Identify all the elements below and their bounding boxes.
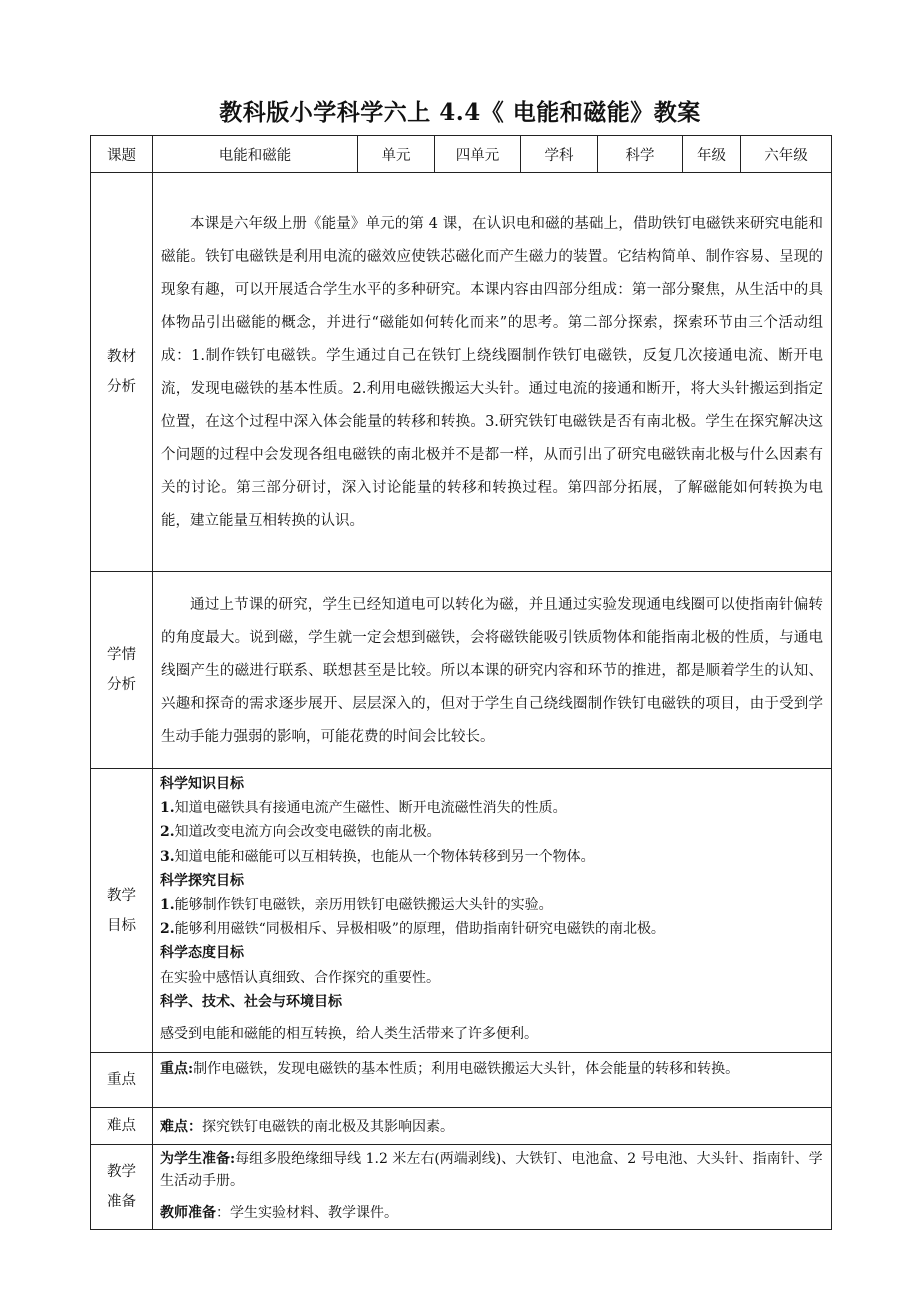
inquiry-goals-heading: 科学探究目标 (160, 872, 244, 889)
sts-goals-heading: 科学、技术、社会与环境目标 (160, 993, 342, 1010)
goal-item: 1.能够制作铁钉电磁铁，亲历用铁钉电磁铁搬运大头针的实验。 (160, 897, 553, 914)
grade-value: 六年级 (741, 136, 832, 173)
key-point-text: 制作电磁铁，发现电磁铁的基本性质；利用电磁铁搬运大头针，体会能量的转移和转换。 (193, 1061, 740, 1078)
header-row (91, 136, 832, 173)
goal-item: 2.知道改变电流方向会改变电磁铁的南北极。 (160, 824, 441, 841)
key-point-label: 重点 (91, 1053, 153, 1108)
student-analysis-row (91, 572, 832, 769)
attitude-goals-heading: 科学态度目标 (160, 945, 244, 962)
unit-label: 单元 (358, 136, 435, 173)
student-preparation: 为学生准备:每组多股绝缘细导线 1.2 米左右(两端剥线)、大铁钉、电池盒、2 号电池、大头针、指南针、学生活动手册。 (160, 1151, 823, 1190)
goal-item: 3.知道电能和磁能可以互相转换，也能从一个物体转移到另一个物体。 (160, 848, 595, 865)
lesson-plan-table (90, 135, 832, 1230)
teaching-goals-row (91, 769, 832, 1053)
material-analysis-row (91, 173, 832, 572)
student-analysis-label: 学情 分析 (91, 572, 153, 769)
sts-goal-text: 感受到电能和磁能的相互转换，给人类生活带来了许多便利。 (160, 1026, 538, 1043)
student-analysis-text: 通过上节课的研究，学生已经知道电可以转化为磁，并且通过实验发现通电线圈可以使指南针偏转的角度最大。说到磁，学生就一定会想到磁铁，会将磁铁能吸引铁质物体和能指南北极的性质，与通电线圈产生的磁进行联系、联想甚至是比较。所以本课的研究内容和环节的推进，都是顺着学生的认知、兴趣和探奇的需求逐步展开、层层深入的，但对于学生自己绕线圈制作铁钉电磁铁的项目，由于受到学生动手能力强弱的影响，可能花费的时间会比较长。 (153, 572, 832, 769)
difficulty-content (153, 1108, 832, 1145)
subject-label: 学科 (521, 136, 598, 173)
difficulty-row (91, 1108, 832, 1145)
attitude-goal-text: 在实验中感悟认真细致、合作探究的重要性。 (160, 969, 440, 986)
teacher-preparation: 教师准备：学生实验材料、教学课件。 (160, 1205, 398, 1222)
page-title: 教科版小学科学六上 4.4《 电能和磁能》教案 (219, 99, 701, 126)
preparation-row (91, 1145, 832, 1230)
knowledge-goals-heading: 科学知识目标 (160, 776, 244, 792)
key-point-prefix: 重点: (160, 1061, 194, 1078)
material-analysis-text: 本课是六年级上册《能量》单元的第 4 课，在认识电和磁的基础上，借助铁钉电磁铁来研究电能和磁能。铁钉电磁铁是利用电流的磁效应使铁芯磁化而产生磁力的装置。它结构简单、制作容易、呈现的现象有趣，可以开展适合学生水平的多种研究。本课内容由四部分组成：第一部分聚焦，从生活中的具体物品引出磁能的概念，并进行“磁能如何转化而来”的思考。第二部分探索，探索环节由三个活动组成：1.制作铁钉电磁铁。学生通过自己在铁钉上绕线圈制作铁钉电磁铁，反复几次接通电流、断开电流，发现电磁铁的基本性质。2.利用电磁铁搬运大头针。通过电流的接通和断开，将大头针搬运到指定位置，在这个过程中深入体会能量的转移和转换。3.研究铁钉电磁铁是否有南北极。学生在探究解决这个问题的过程中会发现各组电磁铁的南北极并不是都一样，从而引出了研究电磁铁南北极与什么因素有关的讨论。第三部分研讨，深入讨论能量的转移和转换过程。第四部分拓展，了解磁能如何转换为电能，建立能量互相转换的认识。 (153, 173, 832, 572)
difficulty-text: 探究铁钉电磁铁的南北极及其影响因素。 (202, 1119, 454, 1136)
preparation-content (153, 1145, 832, 1230)
material-analysis-label: 教材 分析 (91, 173, 153, 572)
goal-item: 1.知道电磁铁具有接通电流产生磁性、断开电流磁性消失的性质。 (160, 800, 567, 817)
topic-value: 电能和磁能 (153, 136, 358, 173)
grade-label: 年级 (683, 136, 741, 173)
unit-value: 四单元 (435, 136, 521, 173)
teaching-goals-label: 教学 目标 (91, 769, 153, 1053)
key-point-content (153, 1053, 832, 1108)
preparation-label: 教学 准备 (91, 1145, 153, 1230)
key-point-row (91, 1053, 832, 1108)
difficulty-prefix: 难点： (160, 1119, 202, 1136)
topic-label: 课题 (91, 136, 153, 173)
goal-item: 2.能够利用磁铁“同极相斥、异极相吸”的原理，借助指南针研究电磁铁的南北极。 (160, 921, 665, 938)
teaching-goals-content (153, 769, 832, 1053)
subject-value: 科学 (598, 136, 683, 173)
difficulty-label: 难点 (91, 1108, 153, 1145)
